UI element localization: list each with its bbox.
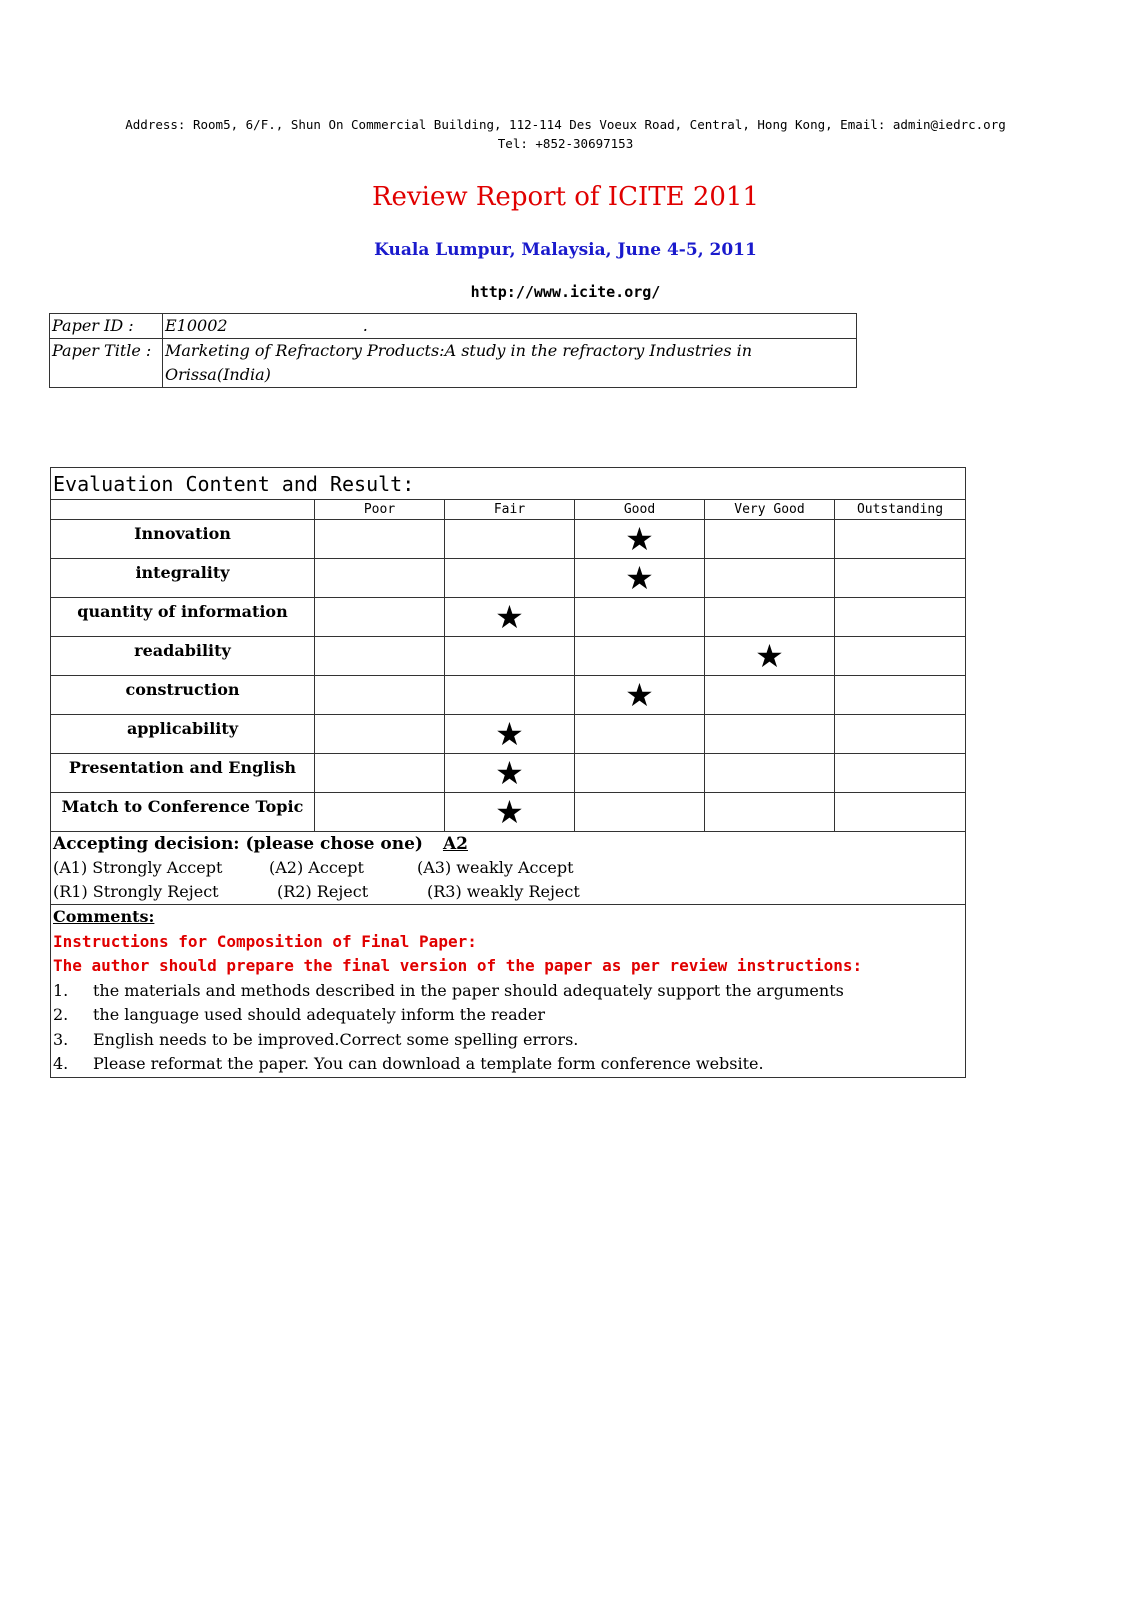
rating-cell[interactable] bbox=[835, 754, 966, 793]
star-icon: ★ bbox=[755, 637, 784, 675]
conference-url[interactable]: http://www.icite.org/ bbox=[470, 283, 661, 301]
rating-cell[interactable] bbox=[705, 715, 835, 754]
option-r3[interactable]: (R3) weakly Reject bbox=[427, 882, 580, 901]
star-icon: ★ bbox=[625, 559, 654, 597]
rating-cell[interactable] bbox=[705, 559, 835, 598]
rating-cell[interactable] bbox=[315, 676, 445, 715]
decision-label: Accepting decision: (please chose one) bbox=[53, 834, 423, 854]
rating-header-row bbox=[51, 500, 966, 520]
option-r1[interactable]: (R1) Strongly Reject bbox=[53, 882, 219, 901]
paper-info-table bbox=[49, 313, 857, 388]
rating-cell[interactable] bbox=[445, 715, 575, 754]
comment-item-text: Please reformat the paper. You can download a template form conference website. bbox=[93, 1054, 764, 1073]
rating-cell[interactable] bbox=[705, 520, 835, 559]
rating-col-outstanding: Outstanding bbox=[835, 500, 966, 520]
option-a1[interactable]: (A1) Strongly Accept bbox=[53, 858, 223, 877]
option-a3[interactable]: (A3) weakly Accept bbox=[417, 858, 574, 877]
star-icon: ★ bbox=[495, 598, 524, 636]
rating-cell[interactable] bbox=[835, 520, 966, 559]
paper-title-value: Marketing of Refractory Products:A study in the refractory Industries in Orissa(India) bbox=[163, 339, 857, 388]
star-icon: ★ bbox=[495, 793, 524, 831]
rating-col-good: Good bbox=[575, 500, 705, 520]
star-icon: ★ bbox=[625, 676, 654, 714]
rating-cell[interactable] bbox=[835, 793, 966, 832]
rating-cell[interactable] bbox=[705, 637, 835, 676]
paper-id-row bbox=[50, 314, 857, 339]
rating-cell[interactable] bbox=[315, 520, 445, 559]
criteria-name: Match to Conference Topic bbox=[51, 793, 315, 832]
criteria-row bbox=[51, 637, 966, 676]
comment-item bbox=[53, 1003, 965, 1028]
rating-cell[interactable] bbox=[575, 637, 705, 676]
decision-value[interactable]: A2 bbox=[442, 834, 468, 854]
decision-options-reject bbox=[53, 880, 965, 904]
paper-title-label: Paper Title : bbox=[50, 339, 163, 388]
rating-cell[interactable] bbox=[445, 754, 575, 793]
criteria-name: applicability bbox=[51, 715, 315, 754]
rating-cell[interactable] bbox=[445, 793, 575, 832]
rating-cell[interactable] bbox=[315, 754, 445, 793]
rating-cell[interactable] bbox=[315, 598, 445, 637]
comment-item-number: 2. bbox=[53, 1005, 69, 1024]
rating-cell[interactable] bbox=[315, 559, 445, 598]
star-icon: ★ bbox=[495, 715, 524, 753]
criteria-row bbox=[51, 754, 966, 793]
star-icon: ★ bbox=[495, 754, 524, 792]
star-icon: ★ bbox=[625, 520, 654, 558]
rating-cell[interactable] bbox=[575, 676, 705, 715]
criteria-name: construction bbox=[51, 676, 315, 715]
rating-cell[interactable] bbox=[575, 598, 705, 637]
option-r2[interactable]: (R2) Reject bbox=[277, 882, 369, 901]
decision-line bbox=[53, 832, 965, 856]
criteria-row bbox=[51, 793, 966, 832]
comment-item-number: 4. bbox=[53, 1054, 69, 1073]
criteria-name: integrality bbox=[51, 559, 315, 598]
tel-line: Tel: +852-30697153 bbox=[497, 136, 634, 151]
paper-title-row bbox=[50, 339, 857, 388]
comments-row bbox=[51, 905, 966, 1078]
rating-cell[interactable] bbox=[705, 598, 835, 637]
comment-item-number: 3. bbox=[53, 1029, 69, 1049]
rating-cell[interactable] bbox=[835, 715, 966, 754]
comment-item-text: the materials and methods described in the paper should adequately support the arguments bbox=[93, 980, 844, 1000]
option-a2[interactable]: (A2) Accept bbox=[269, 858, 364, 877]
criteria-row bbox=[51, 676, 966, 715]
decision-cell bbox=[51, 832, 966, 905]
rating-cell[interactable] bbox=[575, 559, 705, 598]
comments-label: Comments: bbox=[53, 907, 155, 926]
rating-cell[interactable] bbox=[445, 598, 575, 637]
comments-cell bbox=[51, 905, 966, 1078]
decision-options-accept bbox=[53, 856, 965, 880]
comment-item-text: English needs to be improved.Correct some spelling errors. bbox=[93, 1029, 579, 1049]
rating-cell[interactable] bbox=[445, 637, 575, 676]
comment-item bbox=[53, 1052, 965, 1077]
rating-cell[interactable] bbox=[315, 793, 445, 832]
criteria-name: Innovation bbox=[51, 520, 315, 559]
rating-cell[interactable] bbox=[835, 559, 966, 598]
header-address-block bbox=[0, 115, 1131, 153]
comment-item bbox=[53, 1028, 965, 1053]
criteria-row bbox=[51, 598, 966, 637]
criteria-header-blank bbox=[51, 500, 315, 520]
rating-col-very-good: Very Good bbox=[705, 500, 835, 520]
paper-id-value: E10002 bbox=[165, 316, 228, 335]
rating-cell[interactable] bbox=[445, 559, 575, 598]
comment-item bbox=[53, 979, 965, 1004]
evaluation-table bbox=[50, 467, 966, 1078]
rating-cell[interactable] bbox=[705, 676, 835, 715]
instructions-title: Instructions for Composition of Final Paper: bbox=[53, 931, 477, 951]
rating-cell[interactable] bbox=[835, 637, 966, 676]
rating-cell[interactable] bbox=[315, 715, 445, 754]
rating-cell[interactable] bbox=[445, 676, 575, 715]
rating-cell[interactable] bbox=[835, 676, 966, 715]
rating-cell[interactable] bbox=[705, 754, 835, 793]
rating-cell[interactable] bbox=[575, 715, 705, 754]
rating-cell[interactable] bbox=[575, 793, 705, 832]
comment-items bbox=[53, 979, 965, 1077]
decision-row bbox=[51, 832, 966, 905]
paper-id-suffix: . bbox=[362, 316, 368, 335]
rating-cell[interactable] bbox=[705, 793, 835, 832]
criteria-row bbox=[51, 520, 966, 559]
rating-col-poor: Poor bbox=[315, 500, 445, 520]
rating-col-fair: Fair bbox=[445, 500, 575, 520]
criteria-row bbox=[51, 715, 966, 754]
rating-cell[interactable] bbox=[575, 754, 705, 793]
criteria-row bbox=[51, 559, 966, 598]
conference-location-date: Kuala Lumpur, Malaysia, June 4-5, 2011 bbox=[374, 240, 757, 260]
rating-cell[interactable] bbox=[445, 520, 575, 559]
rating-cell[interactable] bbox=[315, 637, 445, 676]
rating-cell[interactable] bbox=[575, 520, 705, 559]
comment-item-number: 1. bbox=[53, 980, 69, 1000]
criteria-name: quantity of information bbox=[51, 598, 315, 637]
comment-item-text: the language used should adequately inform the reader bbox=[93, 1005, 546, 1024]
address-line: Address: Room5, 6/F., Shun On Commercial Building, 112-114 Des Voeux Road, Central, Hong Kong, Email: admin@iedrc.org bbox=[125, 117, 1006, 132]
instructions-subtitle: The author should prepare the final version of the paper as per review instructions: bbox=[53, 956, 863, 975]
criteria-name: readability bbox=[51, 637, 315, 676]
rating-cell[interactable] bbox=[835, 598, 966, 637]
paper-id-cell bbox=[163, 314, 857, 339]
criteria-rows bbox=[51, 520, 966, 832]
report-title: Review Report of ICITE 2011 bbox=[371, 182, 759, 212]
criteria-name: Presentation and English bbox=[51, 754, 315, 793]
paper-id-label: Paper ID : bbox=[50, 314, 163, 339]
evaluation-heading: Evaluation Content and Result: bbox=[51, 468, 966, 500]
